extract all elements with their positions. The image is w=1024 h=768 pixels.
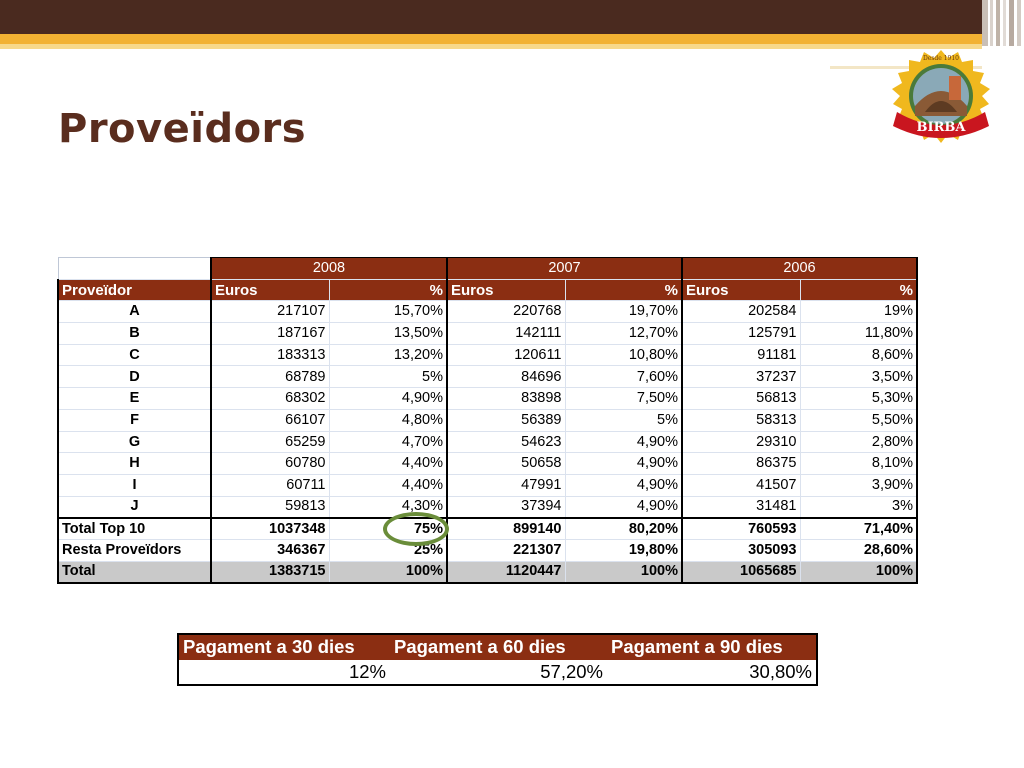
cell-p2007: 5% [565,409,682,431]
cell-p2007: 19,70% [565,301,682,323]
total-rows [58,518,917,583]
cell-p2008: 4,30% [329,496,447,518]
cell-v2006: 56813 [682,388,800,410]
cell-v2006: 1065685 [682,561,800,583]
col-provider-header: Proveïdor [58,279,211,301]
cell-name: D [58,366,211,388]
cell-name: J [58,496,211,518]
cell-p2007: 10,80% [565,344,682,366]
cell-p2008: 100% [329,561,447,583]
cell-p2008: 4,90% [329,388,447,410]
cell-p2006: 11,80% [800,323,917,345]
cell-v2007: 37394 [447,496,565,518]
col-pct-2007: % [565,279,682,301]
logo-tagline: Desde 1910 [922,55,960,62]
year-header-2008: 2008 [211,258,447,280]
cell-p2006: 100% [800,561,917,583]
table-row [58,344,917,366]
payment-90-header: Pagament a 90 dies [607,634,817,660]
cell-v2006: 31481 [682,496,800,518]
cell-v2008: 66107 [211,409,329,431]
cell-v2006: 29310 [682,431,800,453]
col-pct-2006: % [800,279,917,301]
cell-v2007: 221307 [447,539,565,561]
cell-p2007: 80,20% [565,518,682,540]
total-row [58,518,917,540]
cell-v2008: 68302 [211,388,329,410]
cell-p2007: 12,70% [565,323,682,345]
cell-v2008: 59813 [211,496,329,518]
cell-p2008: 4,40% [329,453,447,475]
provider-rows [58,301,917,518]
cell-v2007: 142111 [447,323,565,345]
empty-header-cell [58,258,211,280]
payment-30-header: Pagament a 30 dies [178,634,390,660]
header-band-brown [0,0,982,34]
cell-v2008: 60780 [211,453,329,475]
payment-30-value: 12% [178,660,390,685]
payment-90-value: 30,80% [607,660,817,685]
cell-p2008: 13,20% [329,344,447,366]
table-row [58,474,917,496]
header-edge-stripe [982,0,988,46]
cell-p2006: 8,10% [800,453,917,475]
payment-value-row [178,660,817,685]
year-header-2007: 2007 [447,258,682,280]
col-euros-2008: Euros [211,279,329,301]
header-edge-stripe [1003,0,1006,46]
cell-v2008: 65259 [211,431,329,453]
cell-v2007: 1120447 [447,561,565,583]
cell-v2007: 84696 [447,366,565,388]
table-row [58,453,917,475]
total-row [58,539,917,561]
header-band-gold [0,34,982,44]
header-edge-stripe [996,0,1000,46]
year-header-2006: 2006 [682,258,917,280]
cell-p2008: 15,70% [329,301,447,323]
cell-p2008: 13,50% [329,323,447,345]
cell-v2007: 47991 [447,474,565,496]
table-row [58,431,917,453]
logo-wordmark: BIRBA [916,120,966,135]
cell-p2007: 4,90% [565,474,682,496]
cell-name: E [58,388,211,410]
cell-v2007: 120611 [447,344,565,366]
table-row [58,409,917,431]
suppliers-table [57,257,918,584]
cell-p2006: 2,80% [800,431,917,453]
total-row [58,561,917,583]
cell-name: I [58,474,211,496]
cell-v2008: 1037348 [211,518,329,540]
table-row [58,323,917,345]
header-edge-stripe [1009,0,1014,46]
cell-p2006: 5,30% [800,388,917,410]
cell-p2007: 7,50% [565,388,682,410]
cell-name: Total Top 10 [58,518,211,540]
cell-v2008: 68789 [211,366,329,388]
cell-p2006: 3,90% [800,474,917,496]
col-pct-2008: % [329,279,447,301]
cell-name: G [58,431,211,453]
cell-v2007: 56389 [447,409,565,431]
year-header-row [58,258,917,280]
col-euros-2007: Euros [447,279,565,301]
cell-p2007: 4,90% [565,453,682,475]
cell-p2007: 4,90% [565,431,682,453]
cell-v2008: 217107 [211,301,329,323]
cell-p2006: 28,60% [800,539,917,561]
cell-v2006: 125791 [682,323,800,345]
slide-title: Proveïdors [58,106,307,152]
cell-p2007: 100% [565,561,682,583]
cell-p2006: 71,40% [800,518,917,540]
cell-v2006: 91181 [682,344,800,366]
cell-p2006: 3,50% [800,366,917,388]
cell-name: F [58,409,211,431]
payment-60-value: 57,20% [390,660,607,685]
cell-v2007: 83898 [447,388,565,410]
cell-v2006: 41507 [682,474,800,496]
cell-v2008: 187167 [211,323,329,345]
cell-name: A [58,301,211,323]
header-edge-stripe [1017,0,1021,46]
cell-v2006: 86375 [682,453,800,475]
cell-name: C [58,344,211,366]
cell-p2008: 25% [329,539,447,561]
cell-v2006: 37237 [682,366,800,388]
cell-p2006: 8,60% [800,344,917,366]
cell-v2007: 50658 [447,453,565,475]
payment-terms-table [177,633,818,686]
header-edge-stripe [990,0,993,46]
cell-v2008: 183313 [211,344,329,366]
cell-p2006: 3% [800,496,917,518]
cell-p2006: 5,50% [800,409,917,431]
col-euros-2006: Euros [682,279,800,301]
cell-v2008: 1383715 [211,561,329,583]
cell-name: Resta Proveïdors [58,539,211,561]
table-row [58,301,917,323]
cell-v2007: 899140 [447,518,565,540]
cell-p2008: 5% [329,366,447,388]
table-row [58,366,917,388]
payment-header-row [178,634,817,660]
cell-p2008: 4,70% [329,431,447,453]
cell-p2008: 4,40% [329,474,447,496]
cell-name: B [58,323,211,345]
highlight-circle [383,512,449,546]
cell-name: Total [58,561,211,583]
table-row [58,496,917,518]
cell-p2007: 19,80% [565,539,682,561]
cell-v2006: 202584 [682,301,800,323]
header-band-pale [0,44,982,49]
cell-v2006: 760593 [682,518,800,540]
birba-logo [885,46,997,158]
cell-name: H [58,453,211,475]
payment-60-header: Pagament a 60 dies [390,634,607,660]
cell-v2007: 54623 [447,431,565,453]
table-row [58,388,917,410]
cell-p2007: 7,60% [565,366,682,388]
cell-v2008: 346367 [211,539,329,561]
cell-v2006: 58313 [682,409,800,431]
cell-p2008: 75% [329,518,447,540]
cell-p2007: 4,90% [565,496,682,518]
column-header-row [58,279,917,301]
cell-v2008: 60711 [211,474,329,496]
cell-p2006: 19% [800,301,917,323]
cell-p2008: 4,80% [329,409,447,431]
cell-v2006: 305093 [682,539,800,561]
cell-v2007: 220768 [447,301,565,323]
